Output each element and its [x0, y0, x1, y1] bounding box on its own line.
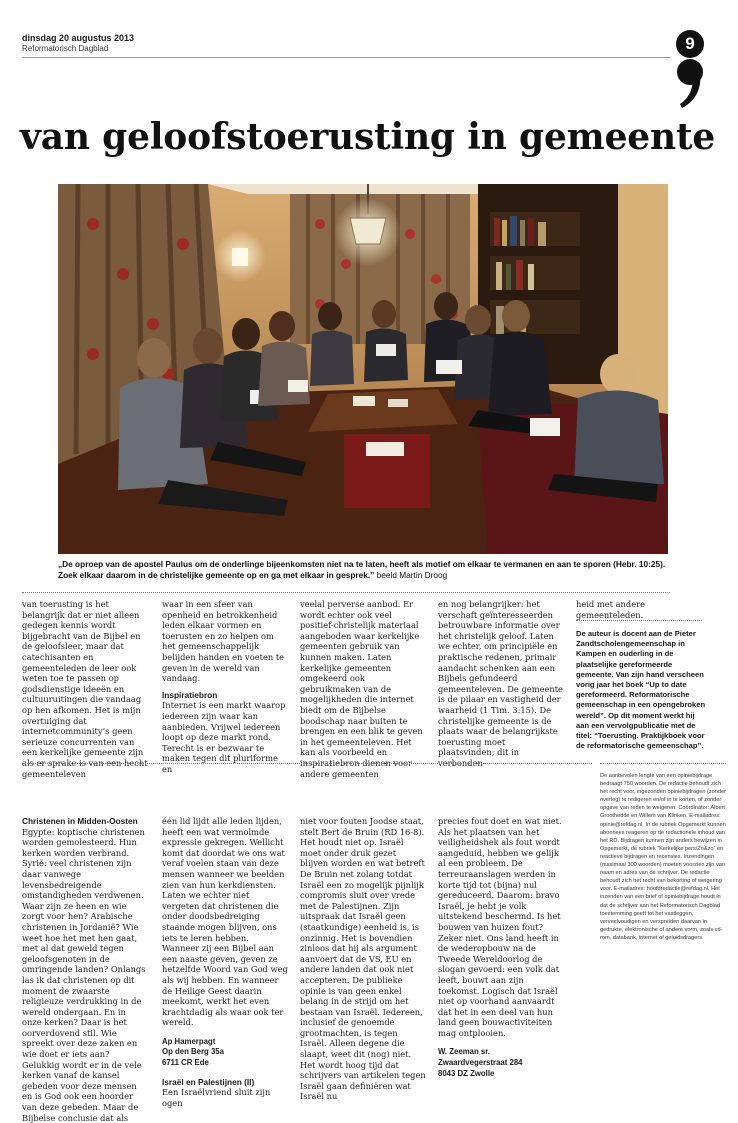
letter-title: Christenen in Midden-Oosten — [22, 816, 138, 826]
section-rule — [22, 763, 592, 764]
article-subhead: Inspiratiebron — [162, 689, 218, 700]
signature-street: Op den Berg 35a — [162, 1047, 224, 1057]
newspaper-name: Reformatorisch Dagblad — [22, 44, 109, 53]
article-column-5 — [576, 599, 702, 620]
article-text: waar in een sfeer van openheid en betrokkenheid leden elkaar vormen en toerusten en zo helpen om het gemeenschappelijk belijden handen en voeten te geven in de wereld van vandaag. — [162, 599, 285, 684]
meeting-scene-illustration — [58, 184, 668, 554]
article-text: veelal perverse aanbod. Er wordt echter ook veel positief-christelijk materiaal aangeboden waar kerkelijke gemeenten gebruik van kunnen maken. Laten kerkelijke gemeenten omgekeerd ook gebruikmaken van de mogelijkheden die internet biedt om de Bijbelse boodschap naar buiten te brengen en een blik te geven in het gemeenteleven. Het kan als voorbeeld en inspiratiebron dienen voor andere gemeenten — [300, 599, 423, 779]
header-rule — [22, 57, 670, 58]
article-photo — [58, 184, 668, 554]
letter-signature — [162, 1037, 288, 1069]
photo-caption — [58, 559, 668, 581]
signature-name: W. Zeeman sr. — [438, 1047, 491, 1057]
headline: van geloofstoerusting in gemeente — [20, 116, 716, 158]
signature-city: 6711 CR Ede — [162, 1058, 209, 1068]
signature-name: Ap Hamerpagt — [162, 1036, 216, 1046]
editorial-info-sidebar: De aanbevolen lengte van een opiniebijdrage bedraagt 750 woorden. De redactie behoudt zich het recht voor, ingezonden opiniebijdragen (zonder overleg) te redigeren en/of in te korten, of zonder opgave van reden te weigeren. Coördinator: Albert Groothedde en Willem van Klinken. E-mailadres: opinie@refdag.nl. In de rubriek Opgemerkt kunnen abonnees reageren op de redactionele inhoud van het RD. Bijdragen kunnen zijn anders bewijzen in Opgemerkt, de rubriek “Kerkelijke pers/Zo&zo” en reactieve bijdragen en recensies. Inzendingen (maximaal 300 woorden) moeten voorzien zijn van naam en adres van de schrijver. De redactie behoudt zich het recht van bekorting of weigering voor. E-mailadres: hoofdredactie@refdag.nl. Het inzenden van een brief of opiniebijdrage houdt in dat de schrijver aan het Reformatorisch Dagblad toestemming geeft tot het vastleggen, verveelvoudigen en verspreiden daarvan in gedrukte, elektronische of andere vorm, zoals cd-rom, databank, internet of geluidsdragers. — [600, 773, 726, 941]
article-text: van toerusting is het belangrijk dat er niet alleen gedegen kennis wordt bijgebracht van de Bijbel en de geloofsleer, maar dat catechisanten en gemeenteleden de leer ook weten toe te passen op godsdienstige ideeën en cultuuruitingen die vandaag op hen afkomen. Het is mijn overtuiging dat internetcommunity’s geen serieuze concurrenten van een kerkelijke gemeente zijn als er sprake is van een hecht gemeenteleven — [22, 599, 148, 779]
letter-text: niet voor fouten Joodse staat, stelt Bert de Bruin (RD 16-8). Het houdt niet op. Israël moet onder druk gezet blijven worden en wat betreft De Bruin net zolang totdat Israël een zo mogelijk pijnlijk compromis sluit over vrede met de Palestijnen. Zijn uitspraak dat Israël geen (staatkundige) eenheid is, is onzinnig. Het is bovendien zinloos dat hij als argument aanvoert dat de VS, EU en andere landen dat ook niet accepteren. De publieke opinie is van geen enkel belang in de strijd om het bestaan van Israël. Iedereen, inclusief de genoemde grootmachten, is tegen Israël. Alleen degene die slaapt, weet dit (nog) niet. Het wordt hoog tijd dat schrijvers van artikelen tegen Israël gaan definiëren wat Israël nu — [300, 816, 426, 1102]
article-text: Internet is een markt waarop iedereen zijn waar kan aanbieden. Vrijwel iedereen loopt op deze markt rond. Terecht is er bezwaar te maken tegen dit pluriforme en — [162, 700, 286, 774]
author-note: De auteur is docent aan de Pieter Zandtscholengemeenschap in Kampen en ouderling in de plaatselijke gereformeerde gemeente. Van zijn hand verscheen vorig jaar het boek “Up to date gereformeerd. Reformatorische gemeenschap in een opengebroken wereld”. Op dit moment werkt hij aan een vervolgpublicatie met de titel: “Toerusting. Praktijkboek voor de reformatorische gemeenschap”. — [576, 629, 706, 751]
article-text: en nog belangrijker: het verschaft geïnteresseerden betrouwbare informatie over het christelijk geloof. Laten we echter, om principiële en praktische redenen, primair aandacht schenken aan een Bijbels gefundeerd gemeenteleven. De gemeente is de pilaar en vastigheid der waarheid (1 Tim. 3:15). De christelijke gemeente is de plaats waar de belangrijkste toerusting moet plaatsvinden; dit in verbonden- — [438, 599, 563, 768]
letter-text: Egypte: koptische christenen worden gemolesteerd. Hun kerken worden verbrand. Syrië: veel christenen zijn daar vanwege levensbedreigende omstandigheden verdwenen. Waar zijn ze heen en wie zorgt voor hen? Arabische christenen in Jordanië? Wie weet hoe het met hen gaat, met al dat geweld tegen geloofsgenoten in de omringende landen? Onlangs las ik dat christenen op dit moment de zwaarste religieuze verdrukking in de wereld ondergaan. En in onze kerken? Daar is het oorverdovend stil. Wie spreekt over deze zaken en wie doet er iets aan? Gelukkig wordt er in de vele kerken vanaf de kansel gebeden voor deze mensen en is God ook een hoorder van deze gebeden. Maar de Bijbelse conclusie dat als — [22, 826, 146, 1123]
sidebar-rule — [600, 763, 726, 764]
letter-title: Israël en Palestijnen (II) — [162, 1076, 255, 1087]
author-note-rule — [576, 620, 702, 621]
letters-column-3 — [300, 816, 426, 1102]
letter-text: één lid lijdt alle leden lijden, heeft een wat vermolmde expressie gekregen. Wellicht komt dat doordat we ons wat veraf voelen staan van deze mensen wanneer we beelden zien van hun kerkdiensten. Laten we echter niet vergeten dat christenen die onder doodsbedreiging staande mogen blijven, ons iets te leren hebben. Wanneer zij een Bijbel aan een naaste geven, geven ze hetzelfde Woord van God weg als wij hebben. En wanneer de Heilige Geest daarin meekomt, werkt het even krachtdadig als waar ook ter wereld. — [162, 816, 288, 1028]
article-column-1 — [22, 599, 148, 779]
article-column-3 — [300, 599, 426, 779]
letters-column-4 — [438, 816, 564, 1079]
photo-credit: beeld Martin Droog — [376, 570, 448, 580]
caption-text: „De oproep van de apostel Paulus om de onderlinge bijeenkomsten niet na te laten, heeft als motief om elkaar te vermanen en aan te sporen (Hebr. 10:25). Zoek elkaar daarom in de christelijke gemeente op en ga met elkaar in gesprek.” — [58, 559, 666, 580]
article-text: heid met andere gemeenteleden. — [576, 599, 645, 620]
article-column-4 — [438, 599, 564, 769]
page-number: 9 — [676, 30, 704, 58]
article-column-2 — [162, 599, 288, 775]
signature-city: 8043 DZ Zwolle — [438, 1068, 495, 1078]
letter-text: precies fout doet en wat niet. Als het plaatsen van het veiligheidshek als fout wordt aangeduid, hebben we gelijk al een probleem. De terreuraanslagen werden in korte tijd tot (bijna) nul gereduceerd. Daarom: bravo Israël, je hebt je volk uitstekend beschermd. Is het bouwen van huizen fout? Zeker niet. Ons land heeft in de wederopbouw na de Tweede Wereldoorlog de slogan gevoerd: een volk dat leeft, bouwt aan zijn toekomst. Logisch dat Israël niet op voorhand aanvaardt dat het in een deel van hun land geen bouwactiviteiten mag ontplooien. — [438, 816, 562, 1038]
issue-date: dinsdag 20 augustus 2013 — [22, 33, 135, 43]
letter-signature — [438, 1047, 564, 1079]
signature-street: Zwaardvegerstraat 284 — [438, 1058, 523, 1068]
letter-text: Een Israëlvriend sluit zijn ogen — [162, 1087, 271, 1108]
comma-logo-icon — [672, 58, 708, 110]
caption-rule — [22, 592, 670, 593]
letters-column-1 — [22, 816, 148, 1123]
letters-column-2 — [162, 816, 288, 1108]
